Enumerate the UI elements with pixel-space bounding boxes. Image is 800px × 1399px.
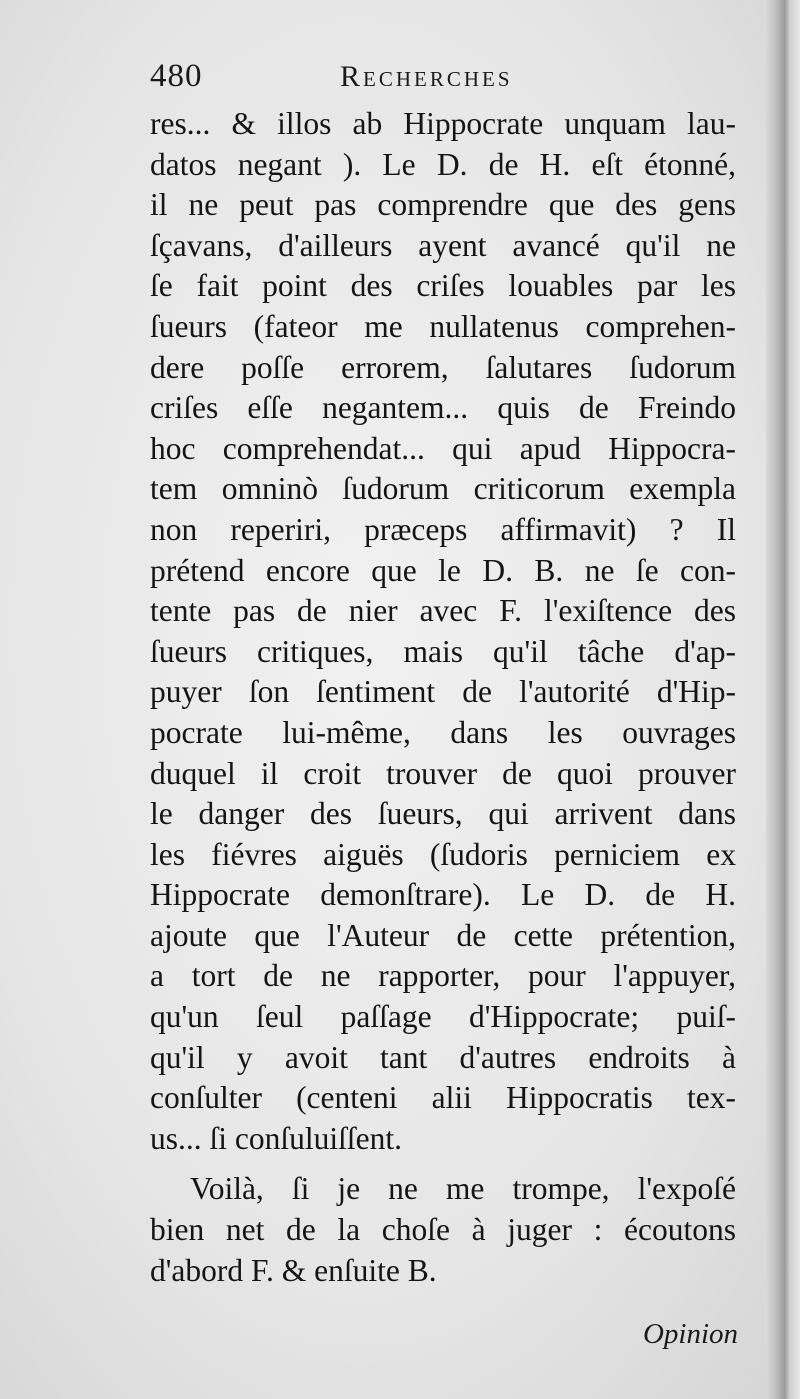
text-line: tente pas de nier avec F. l'exiſtence des [150, 593, 736, 629]
text-line: hoc comprehendat... qui apud Hippocra- [150, 430, 736, 466]
text-line: ſueurs (fateor me nullatenus comprehen- [150, 308, 736, 344]
running-title: Recherches [340, 60, 513, 93]
page-gutter-edge [766, 0, 800, 1399]
text-line: puyer ſon ſentiment de l'autorité d'Hip- [150, 674, 736, 710]
text-line: le danger des ſueurs, qui arrivent dans [150, 796, 736, 832]
page-header [150, 58, 740, 102]
body-text [150, 104, 736, 1291]
text-line: pocrate lui-même, dans les ouvrages [150, 714, 736, 750]
text-line: Voilà, ſi je ne me trompe, l'expoſé [190, 1171, 736, 1207]
text-line: a tort de ne rapporter, pour l'appuyer, [150, 958, 736, 994]
text-line: prétend encore que le D. B. ne ſe con- [150, 552, 736, 588]
paragraph-gap [150, 1159, 736, 1169]
text-line: datos negant ). Le D. de H. eſt étonné, [150, 146, 736, 182]
text-line: ſe fait point des criſes louables par les [150, 268, 736, 304]
text-line: non reperiri, præceps affirmavit) ? Il [150, 511, 736, 547]
text-line: Hippocrate demonſtrare). Le D. de H. [150, 877, 736, 913]
text-line: res... & illos ab Hippocrate unquam lau- [150, 106, 736, 141]
text-line: ſçavans, d'ailleurs ayent avancé qu'il ne [150, 227, 736, 263]
text-line: us... ſi conſuluiſſent. [150, 1120, 402, 1156]
catchword: Opinion [642, 1318, 738, 1350]
text-line: qu'un ſeul paſſage d'Hippocrate; puiſ- [150, 999, 736, 1035]
text-line: qu'il y avoit tant d'autres endroits à [150, 1039, 736, 1075]
page-number: 480 [150, 58, 203, 94]
text-line: d'abord F. & enſuite B. [150, 1252, 437, 1288]
text-line: ajoute que l'Auteur de cette prétention, [150, 917, 736, 953]
text-line: bien net de la choſe à juger : écoutons [150, 1212, 736, 1248]
text-line: ſueurs critiques, mais qu'il tâche d'ap- [150, 633, 736, 669]
text-line: conſulter (centeni alii Hippocratis tex- [150, 1080, 736, 1116]
text-line: tem omninò ſudorum criticorum exempla [150, 471, 736, 507]
text-line: il ne peut pas comprendre que des gens [150, 187, 736, 223]
text-line: criſes eſſe negantem... quis de Freindo [150, 390, 736, 426]
text-line: les fiévres aiguës (ſudoris perniciem ex [150, 836, 736, 872]
text-line: dere poſſe errorem, ſalutares ſudorum [150, 349, 736, 385]
text-line: duquel il croit trouver de quoi prouver [150, 755, 736, 791]
